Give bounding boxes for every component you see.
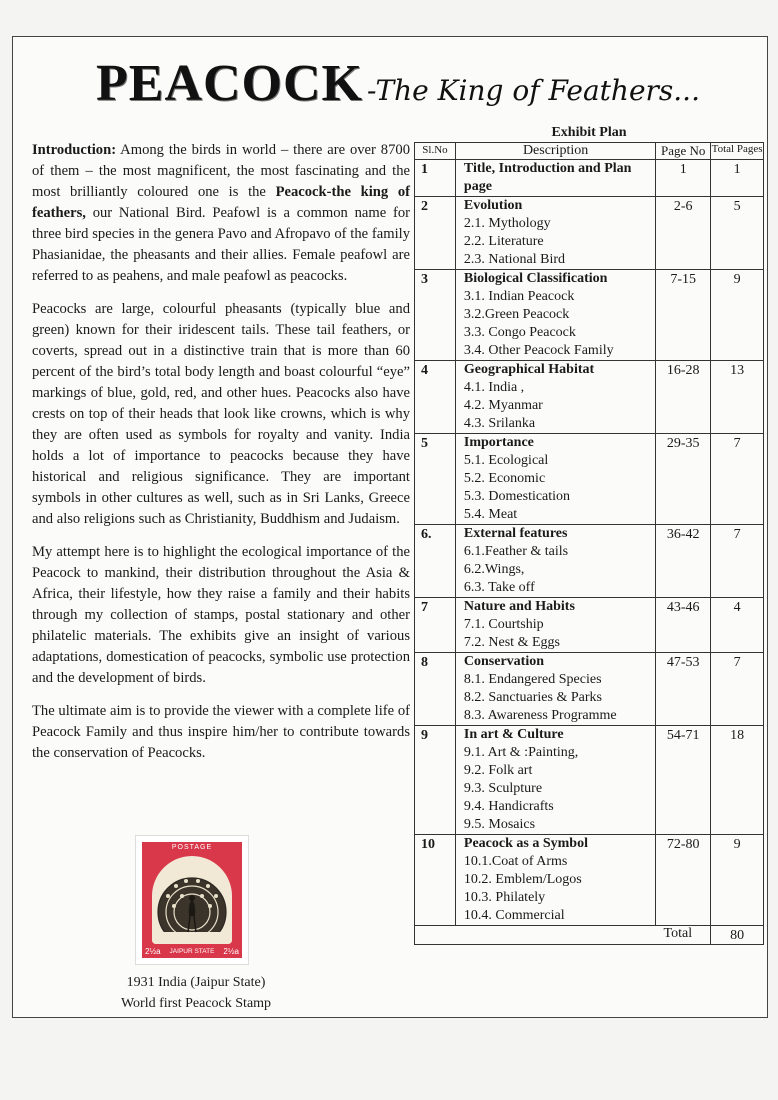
row-subitem: 6.1.Feather & tails [463,544,569,559]
row-subitem: 2.2. Literature [463,234,544,249]
row-subitem: 2.1. Mythology [463,216,551,231]
table-header-row [415,143,764,160]
row-subitem: 5.2. Economic [463,471,546,486]
row-description [455,525,655,598]
row-subitem: 3.1. Indian Peacock [463,289,575,304]
exhibit-plan-title: Exhibit Plan [551,125,627,140]
row-number: 3 [415,270,456,361]
intro-lead: Introduction: [32,142,117,158]
row-subitem: 5.1. Ecological [463,453,549,468]
total-value: 80 [711,926,764,945]
row-description [455,160,655,197]
stamp-frame [142,842,242,958]
row-number: 2 [415,197,456,270]
row-total-pages: 13 [711,361,764,434]
page-subtitle: -The King of Feathers... [367,74,700,107]
row-page-range: 36-42 [656,525,711,598]
row-title: Importance [463,435,534,450]
row-subitem: 7.2. Nest & Eggs [463,635,560,650]
row-description [455,197,655,270]
row-page-range: 16-28 [656,361,711,434]
row-total-pages: 7 [711,653,764,726]
row-page-range: 54-71 [656,726,711,835]
header-total: Total Pages [711,143,764,160]
row-description [455,434,655,525]
row-subitem: 10.3. Philately [463,890,546,905]
row-number: 8 [415,653,456,726]
row-description [455,270,655,361]
row-title: External features [463,526,568,541]
peacock-icon [152,856,232,944]
row-page-range: 1 [656,160,711,197]
row-subitem: 9.5. Mosaics [463,817,536,832]
row-total-pages: 7 [711,525,764,598]
plan-rows [415,160,764,926]
table-row [415,525,764,598]
row-title: Peacock as a Symbol [463,836,588,851]
row-total-pages: 5 [711,197,764,270]
header-sl: Sl.No [415,143,456,160]
table-row [415,726,764,835]
row-number: 10 [415,835,456,926]
table-row [415,598,764,653]
row-page-range: 29-35 [656,434,711,525]
stamp-value-left: 2½a [145,947,161,956]
row-title: Title, Introduction and Plan page [463,161,632,194]
row-subitem: 3.2.Green Peacock [463,307,570,322]
row-subitem: 6.2.Wings, [463,562,525,577]
stamp-bottom-text: JAIPUR STATE [169,948,215,955]
page-header [96,54,700,114]
row-number: 7 [415,598,456,653]
row-subitem: 3.4. Other Peacock Family [463,343,614,358]
row-number: 5 [415,434,456,525]
exhibit-plan-table [414,142,764,945]
row-subitem: 9.4. Handicrafts [463,799,554,814]
table-total-row [415,926,764,945]
row-subitem: 10.1.Coat of Arms [463,854,568,869]
table-row [415,197,764,270]
stamp-caption [96,972,296,1014]
table-row [415,434,764,525]
row-description [455,726,655,835]
row-subitem: 10.4. Commercial [463,908,565,923]
row-title: In art & Culture [463,727,564,742]
total-label: Total [415,926,711,945]
row-subitem: 7.1. Courtship [463,617,544,632]
row-description [455,361,655,434]
intro-paragraph-1: Introduction: Among the birds in world – there are over 8700 of them – the most magnificent, the most fascinating and the most brilliantly coloured one is the Peacock-the king of feathers, our National Bird. Peafowl is a common name for three bird species in the genera Pavo and Afropavo of the family Phasianidae, the pheasants and their allies. Female peafowl are referred to as peahens, and male peafowl as peacocks. [32,142,410,284]
row-total-pages: 18 [711,726,764,835]
table-row [415,361,764,434]
intro-paragraph-2: Peacocks are large, colourful pheasants (typically blue and green) known for their iridescent tails. These tail feathers, or coverts, spread out in a distinctive train that is more than 60 percent of the bird’s total body length and boast colourful “eye” markings of blue, gold, red, and other hues. Peacocks also have crests on top of their heads that look like crowns, which is why they are often used as symbols for royalty and vanity. India holds a lot of importance to peacocks because they have historical and religious significance. They are important symbols in other cultures as well, such as in Sri Lanks, Greece and also religions such as Christianity, Buddhism and Judaism. [32,301,410,527]
intro-paragraph-3: My attempt here is to highlight the ecological importance of the Peacock to mankind, their distribution throughout the Asia & Africa, their lifestyle, how they raise a family and their habits through my collection of stamps, postal stationary and other philatelic materials. The exhibits give an insight of various adaptations, domestication of peacocks, symbolic use protection and the development of birds. [32,544,410,686]
row-number: 4 [415,361,456,434]
stamp-peacock-image [152,856,232,944]
row-title: Biological Classification [463,271,608,286]
row-subitem: 3.3. Congo Peacock [463,325,576,340]
table-row [415,160,764,197]
row-page-range: 47-53 [656,653,711,726]
row-subitem: 9.3. Sculpture [463,781,543,796]
row-title: Conservation [463,654,545,669]
stamp-caption-line-2: World first Peacock Stamp [120,996,272,1011]
header-page: Page No [656,143,711,160]
row-page-range: 43-46 [656,598,711,653]
row-total-pages: 7 [711,434,764,525]
row-subitem: 5.3. Domestication [463,489,571,504]
row-number: 1 [415,160,456,197]
row-total-pages: 4 [711,598,764,653]
row-description [455,598,655,653]
stamp-caption-line-1: 1931 India (Jaipur State) [126,975,266,990]
row-page-range: 7-15 [656,270,711,361]
row-page-range: 2-6 [656,197,711,270]
row-number: 6. [415,525,456,598]
row-subitem: 4.2. Myanmar [463,398,543,413]
row-number: 9 [415,726,456,835]
row-title: Nature and Habits [463,599,575,614]
table-row [415,835,764,926]
row-subitem: 8.2. Sanctuaries & Parks [463,690,602,705]
row-subitem: 2.3. National Bird [463,252,566,267]
stamp-top-text: POSTAGE [171,844,213,851]
row-title: Geographical Habitat [463,362,595,377]
row-total-pages: 9 [711,270,764,361]
row-subitem: 10.2. Emblem/Logos [463,872,582,887]
row-subitem: 6.3. Take off [463,580,535,595]
introduction-text [32,140,410,776]
row-subitem: 4.1. India , [463,380,525,395]
row-page-range: 72-80 [656,835,711,926]
table-row [415,270,764,361]
row-subitem: 4.3. Srilanka [463,416,536,431]
row-subitem: 8.3. Awareness Programme [463,708,617,723]
row-total-pages: 9 [711,835,764,926]
row-subitem: 5.4. Meat [463,507,518,522]
jaipur-peacock-stamp [136,836,248,964]
row-total-pages: 1 [711,160,764,197]
row-subitem: 8.1. Endangered Species [463,672,602,687]
row-subitem: 9.1. Art & :Painting, [463,745,579,760]
page-title: PEACOCK [96,55,363,112]
row-description [455,653,655,726]
stamp-value-right: 2½a [223,947,239,956]
row-title: Evolution [463,198,523,213]
intro-paragraph-4: The ultimate aim is to provide the viewer with a complete life of Peacock Family and thus inspire him/her to contribute towards the conservation of Peacocks. [32,703,410,761]
header-description: Description [455,143,655,160]
row-description [455,835,655,926]
table-row [415,653,764,726]
row-subitem: 9.2. Folk art [463,763,533,778]
